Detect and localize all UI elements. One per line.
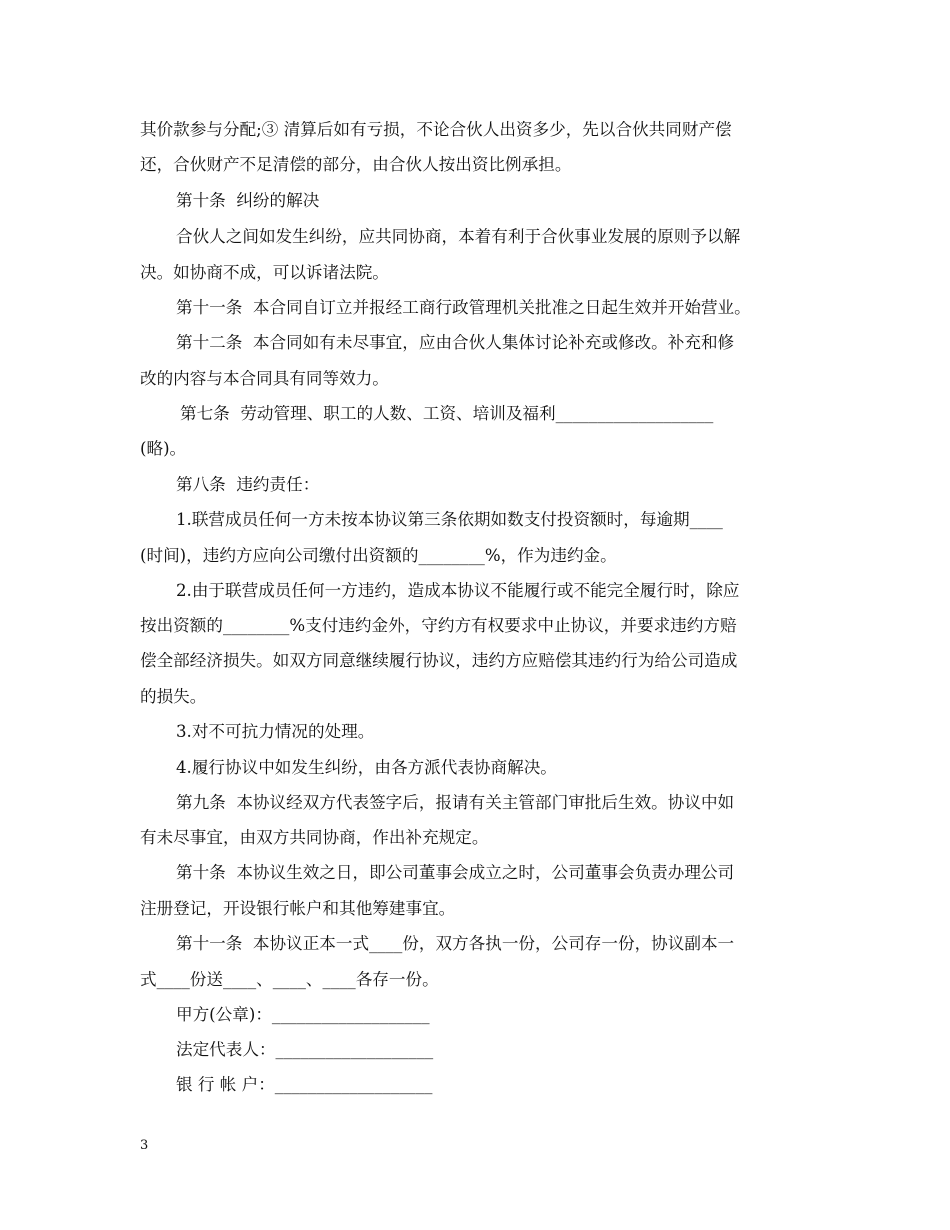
text-line: 2.由于联营成员任何一方违约，造成本协议不能履行或不能完全履行时，除应 <box>176 581 740 600</box>
text-line: 偿全部经济损失。如双方同意继续履行协议，违约方应赔偿其违约行为给公司造成 <box>140 651 738 670</box>
text-line: 第十一条 本合同自订立并报经工商行政管理机关批准之日起生效并开始营业。 <box>176 298 751 317</box>
signature-field: 银 行 帐 户：___________________ <box>176 1075 433 1094</box>
text-line: 第十一条 本协议正本一式____份，双方各执一份，公司存一份，协议副本一 <box>176 934 735 953</box>
signature-field: 甲方(公章)：___________________ <box>176 1005 430 1024</box>
text-line: (时间)，违约方应向公司缴付出资额的________%，作为违约金。 <box>140 546 617 565</box>
text-line: 第七条 劳动管理、职工的人数、工资、培训及福利___________________ <box>180 404 714 423</box>
page-number: 3 <box>140 1138 149 1153</box>
text-line: 1.联营成员任何一方未按本协议第三条依期如数支付投资额时，每逾期____ <box>176 510 723 529</box>
text-line: 式____份送____、____、____各存一份。 <box>140 970 439 989</box>
text-line: 第九条 本协议经双方代表签字后，报请有关主管部门审批后生效。协议中如 <box>176 793 735 812</box>
text-line: 决。如协商不成，可以诉诸法院。 <box>140 263 389 282</box>
text-line: 的损失。 <box>140 687 207 706</box>
text-line: 合伙人之间如发生纠纷，应共同协商，本着有利于合伙事业发展的原则予以解 <box>176 227 741 246</box>
text-line: 改的内容与本合同具有同等效力。 <box>140 369 389 388</box>
section-heading: 第八条 违约责任： <box>176 475 320 494</box>
section-heading: 第十条 纠纷的解决 <box>176 191 320 210</box>
text-line: 按出资额的________%支付违约金外，守约方有权要求中止协议，并要求违约方赔 <box>140 616 737 635</box>
text-line: 4.履行协议中如发生纠纷，由各方派代表协商解决。 <box>176 758 557 777</box>
text-line: 第十二条 本合同如有未尽事宜，应由合伙人集体讨论补充或修改。补充和修 <box>176 333 735 352</box>
text-line: 有未尽事宜，由双方共同协商，作出补充规定。 <box>140 828 489 847</box>
text-line: 其价款参与分配;③ 清算后如有亏损，不论合伙人出资多少，先以合伙共同财产偿 <box>140 120 732 139</box>
text-line: (略)。 <box>140 439 187 458</box>
text-line: 还，合伙财产不足清偿的部分，由合伙人按出资比例承担。 <box>140 155 572 174</box>
text-line: 第十条 本协议生效之日，即公司董事会成立之时，公司董事会负责办理公司 <box>176 863 735 882</box>
text-line: 注册登记，开设银行帐户和其他筹建事宜。 <box>140 899 456 918</box>
text-line: 3.对不可抗力情况的处理。 <box>176 722 375 741</box>
signature-field: 法定代表人：___________________ <box>176 1040 434 1059</box>
